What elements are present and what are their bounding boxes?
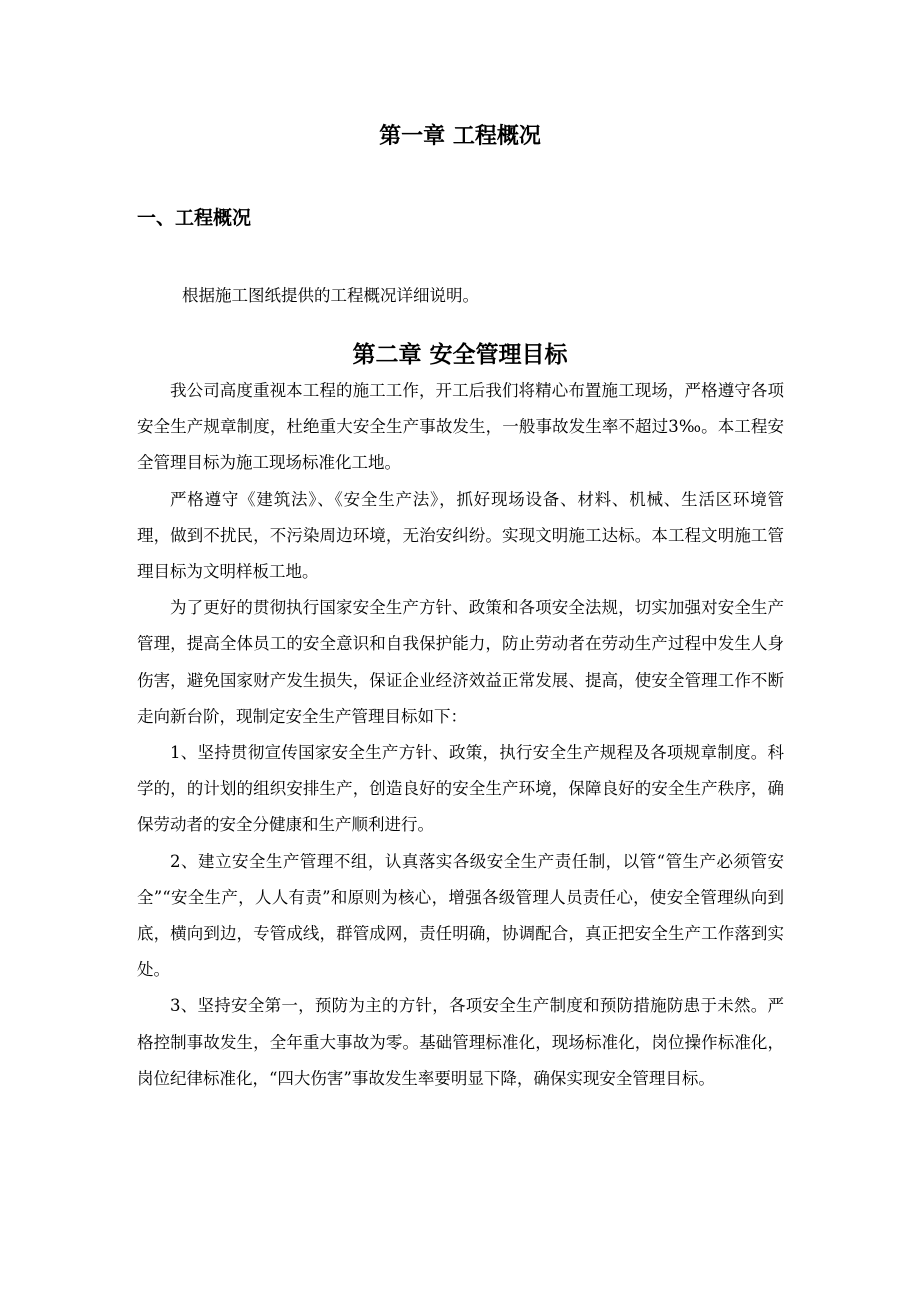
paragraph: 1、坚持贯彻宣传国家安全生产方针、政策，执行安全生产规程及各项规章制度。科学的，的计划的组织安排生产，创造良好的安全生产环境，保障良好的安全生产秩序，确保劳动者的安全分健康和生产顺利进行。 xyxy=(137,743,784,835)
paragraph: 为了更好的贯彻执行国家安全生产方针、政策和各项安全法规，切实加强对安全生产管理，提高全体员工的安全意识和自我保护能力，防止劳动者在劳动生产过程中发生人身伤害，避免国家财产发生损失，保证企业经济效益正常发展、提高，使安全管理工作不断走向新台阶，现制定安全生产管理目标如下： xyxy=(137,598,784,726)
chapter-1-title: 第一章 工程概况 xyxy=(379,124,541,149)
paragraph: 严格遵守《建筑法》、《安全生产法》，抓好现场设备、材料、机械、生活区环境管理，做到不扰民，不污染周边环境，无治安纠纷。实现文明施工达标。本工程文明施工管理目标为文明样板工地。 xyxy=(137,489,784,582)
paragraph: 3、坚持安全第一，预防为主的方针，各项安全生产制度和预防措施防患于未然。严格控制事故发生，全年重大事故为零。基础管理标准化，现场标准化，岗位操作标准化，岗位纪律标准化，“四大伤害”事故发生率要明显下降，确保实现安全管理目标。 xyxy=(137,996,784,1088)
chapter-2-title: 第二章 安全管理目标 xyxy=(352,342,568,368)
chapter-2-body xyxy=(137,373,784,1097)
section-1-text: 根据施工图纸提供的工程概况详细说明。 xyxy=(182,286,479,305)
paragraph: 2、建立安全生产管理不组，认真落实各级安全生产责任制，以管“管生产必须管安全”“安全生产，人人有责”和原则为核心，增强各级管理人员责任心，使安全管理纵向到底，横向到边，专管成线，群管成网，责任明确，协调配合，真正把安全生产工作落到实处。 xyxy=(137,851,784,980)
section-1-heading: 一、工程概况 xyxy=(137,207,252,229)
paragraph: 我公司高度重视本工程的施工工作，开工后我们将精心布置施工现场，严格遵守各项安全生产规章制度，杜绝重大安全生产事故发生，一般事故发生率不超过3‰。本工程安全管理目标为施工现场标准化工地。 xyxy=(137,381,784,473)
